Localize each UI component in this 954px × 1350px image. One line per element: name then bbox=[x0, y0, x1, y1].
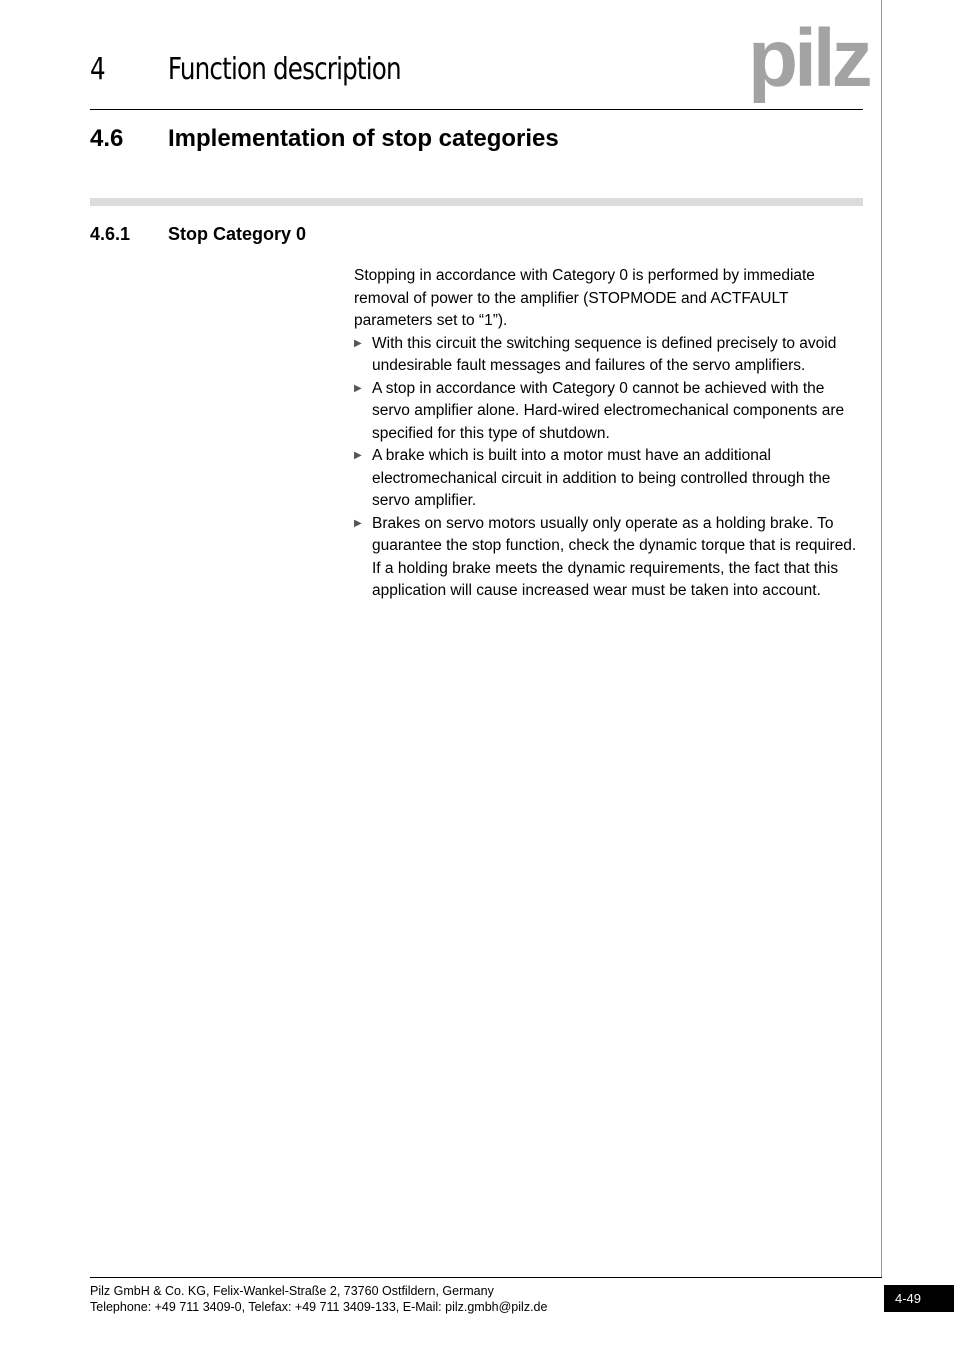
footer-divider bbox=[90, 1277, 882, 1278]
chapter-number: 4 bbox=[90, 52, 105, 87]
subsection-heading bbox=[90, 224, 306, 245]
list-item: ▶ Brakes on servo motors usually only operate as a holding brake. To guarantee the stop function, check the dynamic torque that is required. If a holding brake meets the dynamic requirements, the fact that this application will cause increased wear must be taken into account. bbox=[354, 514, 857, 599]
intro-paragraph: Stopping in accordance with Category 0 is performed by immediate removal of power to the amplifier (STOPMODE and ACTFAULT parameters set to “1”). bbox=[354, 267, 815, 329]
body-text bbox=[354, 265, 866, 603]
margin-rule bbox=[881, 0, 882, 1277]
footer-address bbox=[90, 1283, 547, 1315]
bullet-arrow-icon: ▶ bbox=[354, 450, 362, 461]
subsection-title: Stop Category 0 bbox=[168, 224, 307, 244]
pilz-logo: pilz bbox=[748, 13, 869, 104]
bullet-list bbox=[354, 333, 866, 603]
section-divider-bar bbox=[90, 198, 863, 206]
page-number: 4-49 bbox=[884, 1285, 954, 1312]
section-title: Implementation of stop categories bbox=[168, 125, 559, 152]
section-heading bbox=[90, 125, 559, 153]
header-divider bbox=[90, 109, 863, 110]
bullet-arrow-icon: ▶ bbox=[354, 517, 362, 529]
chapter-heading bbox=[90, 52, 401, 87]
section-number: 4.6 bbox=[90, 125, 124, 152]
chapter-title: Function description bbox=[167, 52, 401, 87]
footer-line-address: Pilz GmbH & Co. KG, Felix-Wankel-Straße 2, 73760 Ostfildern, Germany bbox=[90, 1284, 494, 1298]
subsection-number: 4.6.1 bbox=[90, 224, 131, 244]
bullet-arrow-icon: ▶ bbox=[354, 382, 362, 394]
list-item: ▶ With this circuit the switching sequence is defined precisely to avoid undesirable fault messages and failures of the servo amplifiers. bbox=[354, 334, 837, 374]
list-item: ▶ A stop in accordance with Category 0 cannot be achieved with the servo amplifier alone. Hard-wired electromechanical components are specified for this type of shutdown. bbox=[354, 379, 845, 442]
footer-line-contact: Telephone: +49 711 3409-0, Telefax: +49 711 3409-133, E-Mail: pilz.gmbh@pilz.de bbox=[90, 1300, 548, 1314]
list-item: ▶ A brake which is built into a motor must have an additional electromechanical circuit in addition to being controlled through the servo amplifier. bbox=[354, 447, 831, 509]
bullet-arrow-icon: ▶ bbox=[354, 337, 362, 349]
